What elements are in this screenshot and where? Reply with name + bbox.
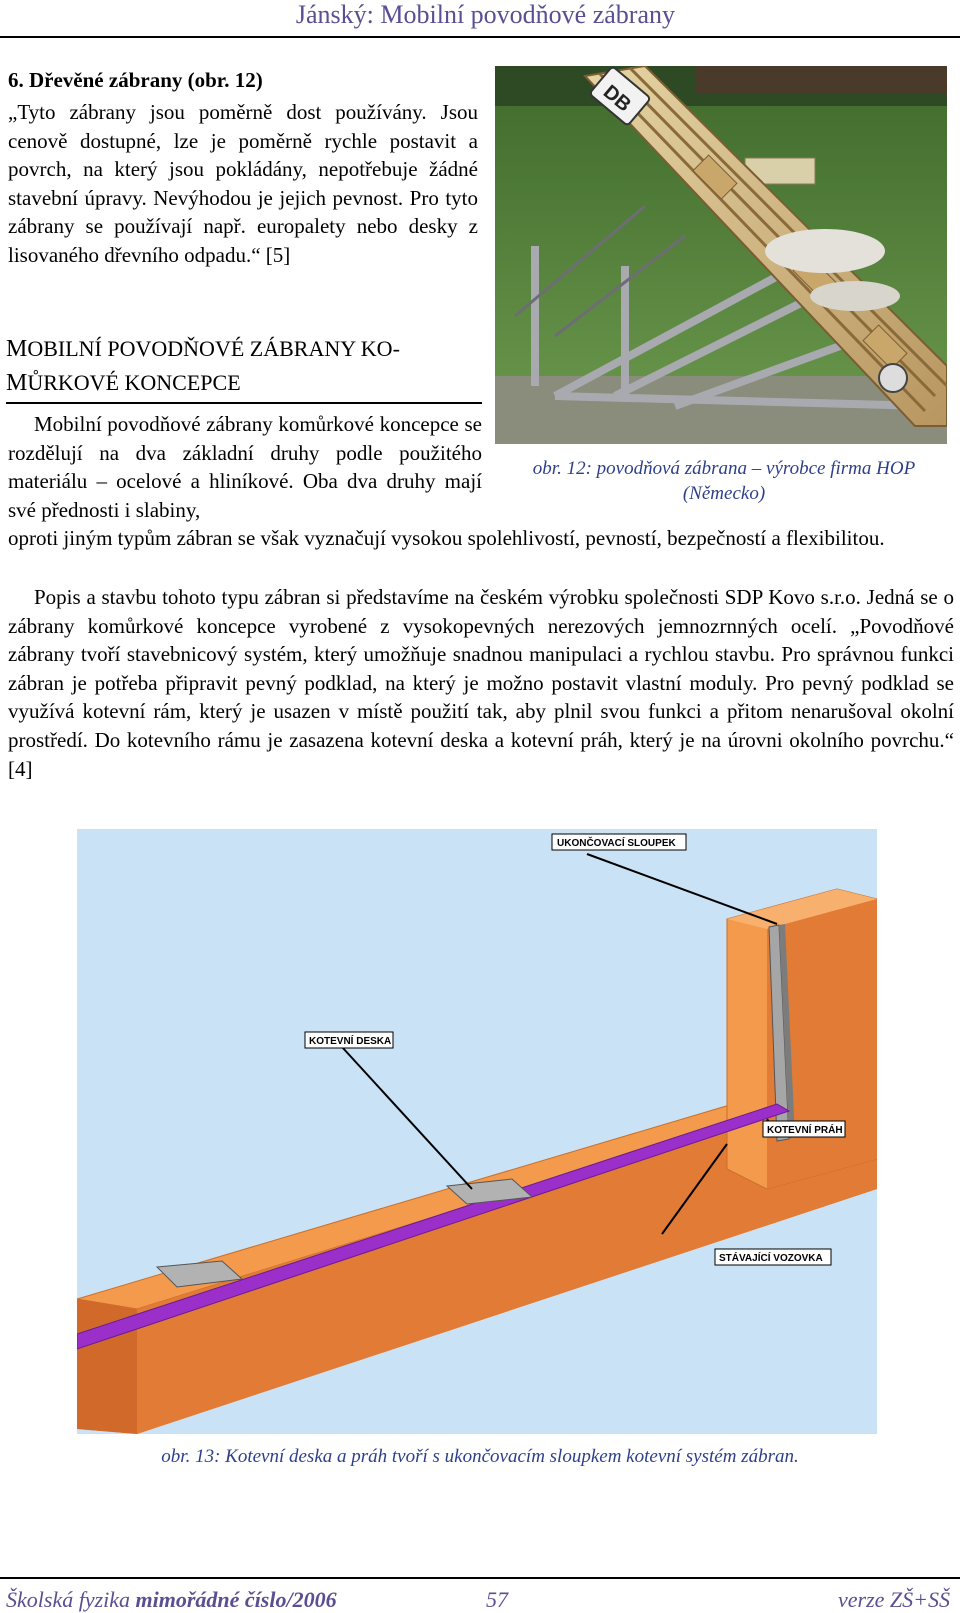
subsection-title: MOBILNÍ POVODŇOVÉ ZÁBRANY KO- MŮRKOVÉ KONCEPCE <box>6 332 482 404</box>
footer-version: verze ZŠ+SŠ <box>838 1587 950 1612</box>
footer-page-number: 57 <box>486 1587 508 1612</box>
label-end-post: UKONČOVACÍ SLOUPEK <box>557 838 676 849</box>
subsection-paragraph-1-left: Mobilní povodňové zábrany komůrkové koncepce se rozdělují na dva základní druhy podle použitého materiálu – ocelové a hliníkové. Oba dva druhy mají své přednosti i slabiny, <box>8 412 482 522</box>
section-paragraph: „Tyto zábrany jsou poměrně dost používány. Jsou cenově dostupné, lze je poměrně rychle postavit a povrch, na který jsou pokládány, nepotřebuje žádné stavební úpravy. Nevýhodou je jejich pevnost. Pro tyto zábrany se používají např. europalety nebo desky z lisovaného dřevního odpadu.“ [5] <box>8 100 478 267</box>
anchoring-system-diagram <box>77 829 877 1434</box>
subsection-paragraph-1-continued: oproti jiným typům zábran se však vyznačují vysokou spolehlivostí, pevností, bezpečností a flexibilitou. <box>8 526 885 550</box>
page-footer <box>0 1577 960 1613</box>
section-heading: 6. Dřevěné zábrany (obr. 12) <box>8 68 263 92</box>
figure-12-caption: obr. 12: povodňová zábrana – výrobce firma HOP (Německo) <box>532 458 916 504</box>
header-title: Jánský: Mobilní povodňové zábrany <box>295 0 675 29</box>
label-existing-road: STÁVAJÍCÍ VOZOVKA <box>719 1253 823 1264</box>
label-anchor-plate: KOTEVNÍ DESKA <box>309 1036 392 1047</box>
page-header <box>0 0 960 38</box>
footer-journal: Školská fyzika mimořádné číslo/2006 <box>6 1587 337 1612</box>
subsection-paragraph-2: Popis a stavbu tohoto typu zábran si představíme na českém výrobku společnosti SDP Kovo s.r.o. Jedná se o zábrany komůrkové koncepce vyrobené z vysokopevných nerezových jemnozrnných ocelí. „Povodňové zábrany tvoří stavebnicový systém, který umožňuje snadnou manipulaci a rychlou stavbu. Pro správnou funkci zábran je potřeba připravit pevný podklad, na který je možno postavit vlastní moduly. Pro pevný podklad se využívá kotevní rám, který je usazen v místě použití tak, aby plnil svou funkci a přitom nenarušoval okolní prostředí. Do kotevního rámu je zasazena kotevní deska a kotevní práh, který je na úrovni okolního povrchu.“ [4] <box>8 585 954 781</box>
svg-text:DB: DB <box>598 80 636 117</box>
label-anchor-sill: KOTEVNÍ PRÁH <box>767 1125 843 1136</box>
figure-13-caption: obr. 13: Kotevní deska a práh tvoří s ukončovacím sloupkem kotevní systém zábran. <box>161 1446 799 1467</box>
wooden-barrier-photo <box>495 66 947 444</box>
